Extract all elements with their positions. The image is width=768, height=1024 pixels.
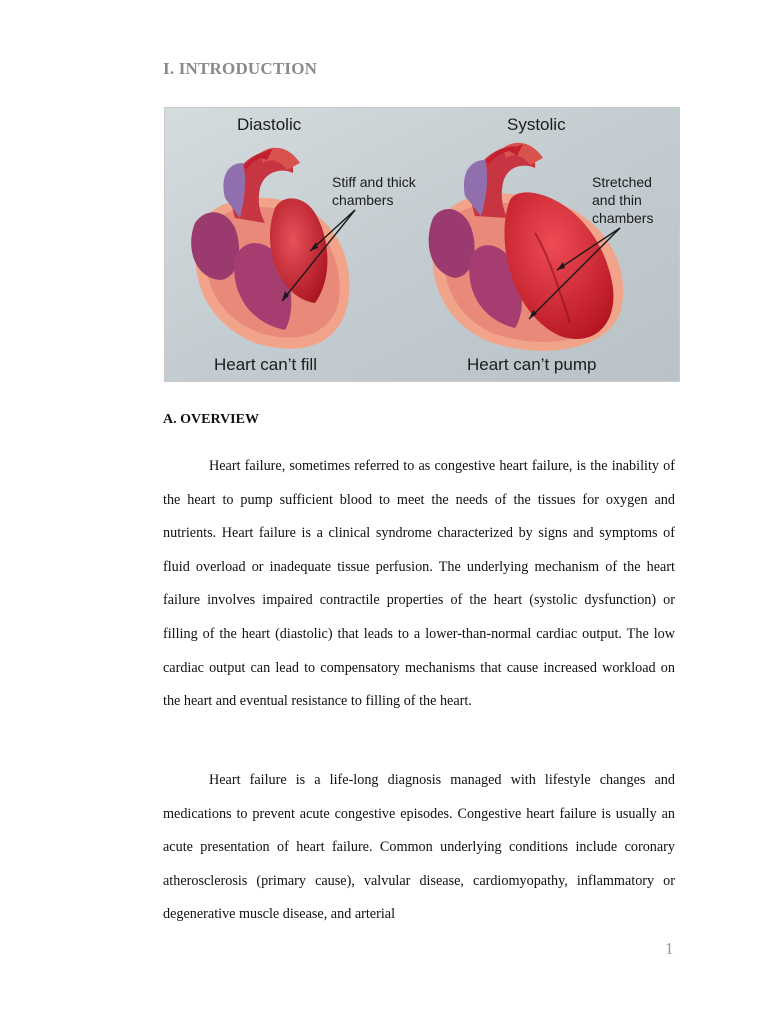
diastolic-annotation-line-1: Stiff and thick xyxy=(332,174,416,190)
systolic-annotation-line-1: Stretched xyxy=(592,174,652,190)
heart-failure-figure xyxy=(164,107,680,382)
page-number: 1 xyxy=(665,939,674,958)
subsection-heading: A. OVERVIEW xyxy=(163,412,259,427)
diastolic-title: Diastolic xyxy=(237,115,302,134)
diastolic-caption: Heart can’t fill xyxy=(214,355,317,374)
systolic-title: Systolic xyxy=(507,115,566,134)
body-paragraph-2: Heart failure is a life-long diagnosis managed with lifestyle changes and medications to prevent acute congestive episodes. Congestive heart failure is usually an acute presentation of heart failure. Common underlying conditions include coronary atherosclerosis (primary cause), valvular disease, cardiomyopathy, inflammatory or degenerative muscle disease, and arterial xyxy=(163,772,675,923)
systolic-annotation-line-2: and thin xyxy=(592,192,642,208)
systolic-annotation-line-3: chambers xyxy=(592,210,654,226)
section-title: I. INTRODUCTION xyxy=(163,59,318,78)
body-paragraph-1: Heart failure, sometimes referred to as congestive heart failure, is the inability of the heart to pump sufficient blood to meet the needs of the tissues for oxygen and nutrients. Heart failure is a clinical syndrome characterized by signs and symptoms of fluid overload or inadequate tissue perfusion. The underlying mechanism of the heart failure involves impaired contractile properties of the heart (systolic dysfunction) or filling of the heart (diastolic) that leads to a lower-than-normal cardiac output. The low cardiac output can lead to compensatory mechanisms that cause increased workload on the heart and eventual resistance to filling of the heart. xyxy=(163,458,675,710)
diastolic-annotation-line-2: chambers xyxy=(332,192,394,208)
systolic-caption: Heart can’t pump xyxy=(467,355,597,374)
